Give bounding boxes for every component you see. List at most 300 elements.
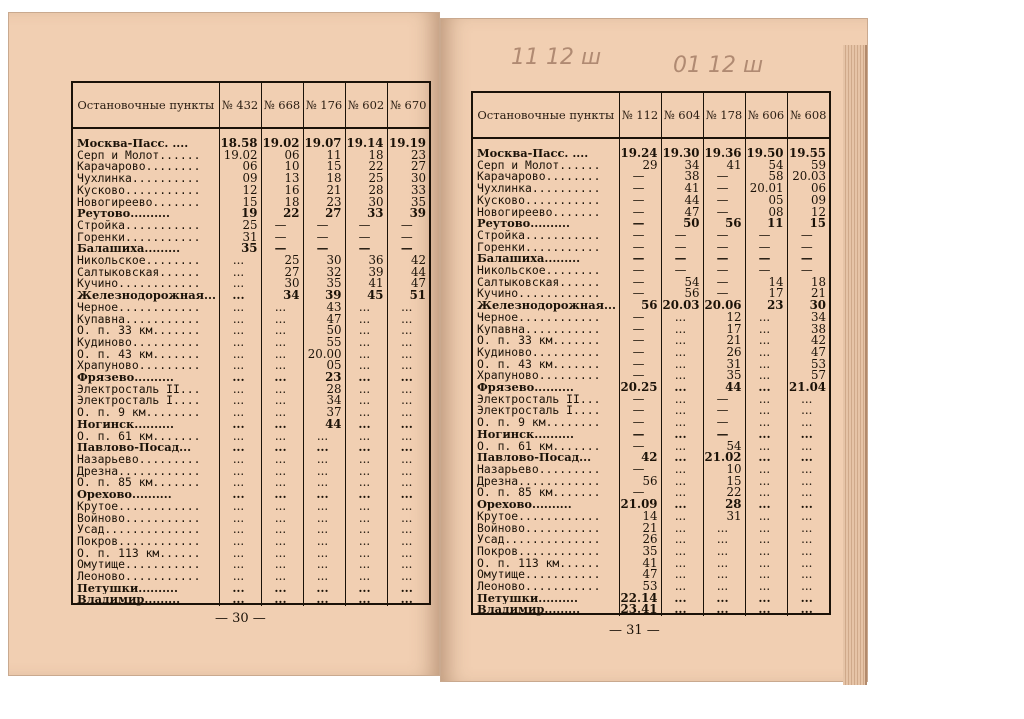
time-cell: ... [261, 325, 303, 337]
table-row [73, 325, 429, 337]
station-name: Карачарово........ [77, 161, 201, 174]
time-cell: 18 [787, 277, 829, 289]
time-cell: 54 [745, 160, 787, 172]
time-cell: ... [345, 360, 387, 372]
time-cell: — [619, 429, 661, 441]
time-cell: ... [703, 604, 745, 616]
time-cell: ... [661, 604, 703, 616]
time-cell: 37 [303, 407, 345, 419]
time-cell: ... [345, 372, 387, 384]
table-row [473, 382, 829, 394]
table-row [473, 441, 829, 453]
time-cell: ... [303, 431, 345, 443]
timetable-body [73, 128, 429, 606]
time-cell: — [619, 253, 661, 265]
time-cell: 25 [219, 220, 261, 232]
time-cell: ... [219, 594, 261, 606]
train-header: № 176 [303, 83, 345, 128]
time-cell: ... [261, 501, 303, 513]
table-row [473, 347, 829, 359]
time-cell: 06 [219, 161, 261, 173]
time-cell: ... [387, 489, 429, 501]
station-name: Владимир......... [77, 594, 181, 607]
time-cell: 14 [745, 277, 787, 289]
time-cell: ... [261, 419, 303, 431]
table-row [73, 243, 429, 255]
station-name: Кучино............ [77, 278, 201, 291]
time-cell: ... [745, 476, 787, 488]
time-cell: 31 [703, 511, 745, 523]
time-cell: ... [387, 395, 429, 407]
station-name: О. п. 113 км...... [77, 547, 201, 560]
station-name: Кусково........... [477, 194, 601, 207]
time-cell: ... [261, 360, 303, 372]
time-cell: 15 [787, 218, 829, 230]
station-name: Салтыковская...... [477, 276, 601, 289]
time-cell: 05 [745, 195, 787, 207]
time-cell: ... [219, 536, 261, 548]
table-row [73, 513, 429, 525]
time-cell: ... [745, 464, 787, 476]
time-cell: ... [745, 593, 787, 605]
table-row [473, 593, 829, 605]
time-cell: ... [345, 594, 387, 606]
table-row [473, 476, 829, 488]
time-cell: 44 [661, 195, 703, 207]
time-cell: ... [787, 405, 829, 417]
time-cell: — [619, 347, 661, 359]
station-name: О. п. 9 км........ [77, 407, 201, 419]
time-cell: ... [219, 255, 261, 267]
page-edges [843, 45, 867, 685]
time-cell: ... [345, 325, 387, 337]
station-name: Фрязево.......... [77, 372, 174, 384]
time-cell: — [261, 220, 303, 232]
time-cell: — [703, 429, 745, 441]
time-cell: ... [787, 394, 829, 406]
right-page [440, 18, 868, 682]
time-cell: ... [387, 384, 429, 396]
time-cell: ... [787, 499, 829, 511]
table-row [473, 160, 829, 172]
time-cell: ... [219, 513, 261, 525]
train-header: № 602 [345, 83, 387, 128]
station-name: Крутое............ [77, 500, 201, 513]
time-cell: 18 [261, 197, 303, 209]
time-cell: ... [745, 452, 787, 464]
time-cell: — [703, 207, 745, 219]
time-cell: ... [661, 569, 703, 581]
time-cell: ... [387, 548, 429, 560]
time-cell: 50 [303, 325, 345, 337]
station-name: О. п. 9 км........ [477, 417, 601, 429]
time-cell: ... [387, 513, 429, 525]
time-cell: 19.07 [303, 128, 345, 150]
table-row [73, 489, 429, 501]
time-cell: — [261, 243, 303, 255]
table-row [73, 173, 429, 185]
table-row [73, 501, 429, 513]
time-cell: ... [661, 558, 703, 570]
time-cell: ... [219, 419, 261, 431]
time-cell: — [661, 253, 703, 265]
time-cell: — [703, 230, 745, 242]
time-cell: ... [261, 314, 303, 326]
station-name: Электросталь II... [77, 383, 201, 396]
time-cell: 15 [303, 161, 345, 173]
table-row [73, 337, 429, 349]
station-name: Войново........... [77, 512, 201, 525]
time-cell: 10 [261, 161, 303, 173]
time-cell: ... [745, 511, 787, 523]
time-cell: ... [261, 302, 303, 314]
time-cell: ... [303, 501, 345, 513]
table-row [473, 171, 829, 183]
station-name: О. п. 61 км....... [77, 430, 201, 443]
time-cell: ... [261, 337, 303, 349]
train-header: № 670 [387, 83, 429, 128]
time-cell: 21.02 [703, 452, 745, 464]
time-cell: ... [387, 524, 429, 536]
time-cell: ... [219, 548, 261, 560]
time-cell: ... [703, 546, 745, 558]
station-name: Храпуново......... [77, 360, 201, 373]
time-cell: 23 [387, 150, 429, 162]
time-cell: — [387, 220, 429, 232]
time-cell: ... [745, 429, 787, 441]
timetable-left [71, 81, 431, 605]
station-name: Электросталь II... [477, 393, 601, 406]
time-cell: 16 [261, 185, 303, 197]
table-row [473, 429, 829, 441]
time-cell: ... [745, 487, 787, 499]
time-cell: 27 [261, 267, 303, 279]
train-header: № 112 [619, 93, 661, 138]
time-cell: 34 [787, 312, 829, 324]
time-cell: ... [661, 335, 703, 347]
table-row [473, 312, 829, 324]
time-cell: 35 [387, 197, 429, 209]
time-cell: 41 [661, 183, 703, 195]
station-name: Серп и Молот...... [477, 159, 601, 172]
time-cell: 55 [303, 337, 345, 349]
time-cell: 21 [619, 523, 661, 535]
time-cell: ... [745, 417, 787, 429]
time-cell: ... [303, 442, 345, 454]
time-cell: ... [219, 349, 261, 361]
time-cell: ... [345, 501, 387, 513]
table-row [473, 300, 829, 312]
time-cell: ... [661, 441, 703, 453]
time-cell: — [619, 312, 661, 324]
time-cell: ... [345, 583, 387, 595]
time-cell: ... [261, 442, 303, 454]
time-cell: 54 [661, 277, 703, 289]
time-cell: — [661, 230, 703, 242]
time-cell: 56 [703, 218, 745, 230]
table-row [473, 183, 829, 195]
time-cell: ... [745, 499, 787, 511]
table-row [73, 232, 429, 244]
time-cell: ... [703, 569, 745, 581]
time-cell: ... [387, 372, 429, 384]
station-name: Салтыковская...... [77, 266, 201, 279]
time-cell: 43 [303, 302, 345, 314]
time-cell: 22.14 [619, 593, 661, 605]
table-row [473, 487, 829, 499]
table-row [473, 546, 829, 558]
stations-header: Остановочные пункты [73, 83, 219, 128]
time-cell: 21 [703, 335, 745, 347]
station-name: Карачарово........ [477, 171, 601, 184]
time-cell: ... [219, 466, 261, 478]
table-row [73, 349, 429, 361]
time-cell: 18.58 [219, 128, 261, 150]
timetable-header [73, 83, 429, 128]
time-cell: ... [745, 604, 787, 616]
time-cell: 19.55 [787, 138, 829, 160]
time-cell: ... [345, 524, 387, 536]
table-row [473, 359, 829, 371]
time-cell: ... [387, 337, 429, 349]
time-cell: — [703, 195, 745, 207]
time-cell: 15 [219, 197, 261, 209]
time-cell: 18 [303, 173, 345, 185]
time-cell: 20.03 [787, 171, 829, 183]
time-cell: 21 [787, 288, 829, 300]
time-cell: — [619, 195, 661, 207]
table-row [473, 511, 829, 523]
time-cell: ... [661, 324, 703, 336]
time-cell: 50 [661, 218, 703, 230]
time-cell: ... [303, 594, 345, 606]
time-cell: — [661, 242, 703, 254]
time-cell: ... [661, 499, 703, 511]
time-cell: ... [387, 594, 429, 606]
station-name: Балашиха......... [477, 253, 581, 266]
time-cell: ... [345, 466, 387, 478]
time-cell: 19.14 [345, 128, 387, 150]
time-cell: 33 [345, 208, 387, 220]
station-name: О. п. 61 км....... [477, 440, 601, 453]
time-cell: ... [219, 360, 261, 372]
table-row [73, 255, 429, 267]
station-name: О. п. 33 км....... [77, 325, 201, 337]
time-cell: ... [787, 558, 829, 570]
time-cell: ... [261, 489, 303, 501]
table-row [73, 571, 429, 583]
station-name: Дрезна............ [77, 465, 201, 478]
time-cell: ... [787, 593, 829, 605]
time-cell: ... [787, 441, 829, 453]
time-cell: ... [661, 382, 703, 394]
time-cell: — [619, 464, 661, 476]
time-cell: ... [387, 442, 429, 454]
station-name: Черное............ [477, 311, 601, 324]
time-cell: ... [219, 431, 261, 443]
time-cell: — [787, 265, 829, 277]
time-cell: ... [345, 302, 387, 314]
stations-header: Остановочные пункты [473, 93, 619, 138]
table-row [73, 128, 429, 150]
time-cell: ... [787, 546, 829, 558]
train-header: № 608 [787, 93, 829, 138]
table-row [73, 454, 429, 466]
train-header: № 606 [745, 93, 787, 138]
left-page [8, 12, 440, 676]
time-cell: 11 [303, 150, 345, 162]
time-cell: — [661, 265, 703, 277]
time-cell: 22 [345, 161, 387, 173]
time-cell: ... [261, 594, 303, 606]
time-cell: ... [661, 487, 703, 499]
time-cell: 26 [619, 534, 661, 546]
time-cell: 44 [703, 382, 745, 394]
time-cell: ... [661, 534, 703, 546]
time-cell: 59 [787, 160, 829, 172]
time-cell: ... [387, 571, 429, 583]
time-cell: — [345, 243, 387, 255]
time-cell: ... [787, 429, 829, 441]
station-name: О. п. 43 км....... [77, 348, 201, 361]
time-cell: — [619, 487, 661, 499]
time-cell: 51 [387, 290, 429, 302]
time-cell: — [619, 230, 661, 242]
time-cell: 23 [745, 300, 787, 312]
time-cell: 39 [387, 208, 429, 220]
time-cell: 19.30 [661, 138, 703, 160]
table-row [473, 558, 829, 570]
time-cell: 44 [303, 419, 345, 431]
time-cell: ... [303, 548, 345, 560]
table-row [473, 265, 829, 277]
time-cell: ... [661, 405, 703, 417]
time-cell: 19.19 [387, 128, 429, 150]
station-name: Новогиреево....... [77, 196, 201, 209]
table-row [73, 536, 429, 548]
time-cell: — [619, 394, 661, 406]
station-name: Никольское........ [477, 265, 601, 277]
time-cell: ... [787, 417, 829, 429]
time-cell: ... [219, 302, 261, 314]
train-header: № 178 [703, 93, 745, 138]
table-row [473, 218, 829, 230]
time-cell: ... [219, 407, 261, 419]
time-cell: 31 [703, 359, 745, 371]
time-cell: 56 [661, 288, 703, 300]
time-cell: — [703, 242, 745, 254]
time-cell: ... [261, 583, 303, 595]
time-cell: — [303, 220, 345, 232]
table-row [473, 534, 829, 546]
time-cell: — [619, 171, 661, 183]
timetable-right [471, 91, 831, 615]
station-name: Москва-Пасс. .... [477, 146, 589, 160]
time-cell: ... [703, 523, 745, 535]
time-cell: ... [787, 534, 829, 546]
time-cell: 21.04 [787, 382, 829, 394]
station-name: Войново........... [477, 522, 601, 535]
time-cell: 19.02 [261, 128, 303, 150]
time-cell: 30 [387, 173, 429, 185]
station-name: О. п. 85 км....... [77, 477, 201, 490]
time-cell: ... [661, 581, 703, 593]
time-cell: ... [303, 583, 345, 595]
time-cell: ... [303, 524, 345, 536]
table-row [73, 161, 429, 173]
time-cell: ... [787, 464, 829, 476]
table-row [473, 405, 829, 417]
time-cell: 56 [619, 476, 661, 488]
time-cell: ... [219, 278, 261, 290]
page-number: — 31 — [609, 623, 660, 638]
table-row [473, 138, 829, 160]
station-name: Петушки.......... [477, 592, 578, 605]
table-row [473, 581, 829, 593]
time-cell: 08 [745, 207, 787, 219]
time-cell: ... [303, 489, 345, 501]
time-cell: ... [661, 417, 703, 429]
station-name: Железнодорожная... [477, 300, 616, 312]
table-row [473, 523, 829, 535]
table-row [73, 395, 429, 407]
station-name: Купавна........... [77, 313, 201, 326]
time-cell: 25 [261, 255, 303, 267]
time-cell: 27 [303, 208, 345, 220]
station-name: Ногинск.......... [77, 418, 174, 431]
time-cell: 10 [703, 464, 745, 476]
table-row [473, 394, 829, 406]
station-name: Покров............ [77, 535, 201, 548]
time-cell: ... [219, 314, 261, 326]
time-cell: 06 [787, 183, 829, 195]
table-row [73, 466, 429, 478]
table-row [73, 220, 429, 232]
time-cell: ... [345, 559, 387, 571]
time-cell: ... [787, 476, 829, 488]
time-cell: 32 [303, 267, 345, 279]
time-cell: ... [387, 314, 429, 326]
time-cell: ... [261, 372, 303, 384]
time-cell: 47 [619, 569, 661, 581]
time-cell: ... [219, 489, 261, 501]
table-row [473, 417, 829, 429]
time-cell: 19 [219, 208, 261, 220]
table-row [73, 524, 429, 536]
station-name: Петушки.......... [77, 582, 178, 595]
station-name: Горенки........... [77, 231, 201, 244]
time-cell: — [303, 243, 345, 255]
time-cell: ... [703, 534, 745, 546]
time-cell: — [303, 232, 345, 244]
handwritten-note: 01 12 ш [673, 53, 764, 78]
time-cell: 30 [303, 255, 345, 267]
time-cell: 35 [703, 370, 745, 382]
time-cell: ... [345, 571, 387, 583]
time-cell: ... [745, 405, 787, 417]
time-cell: 20.25 [619, 382, 661, 394]
time-cell: ... [219, 267, 261, 279]
time-cell: 47 [661, 207, 703, 219]
time-cell: ... [787, 452, 829, 464]
time-cell: 19.36 [703, 138, 745, 160]
time-cell: ... [745, 347, 787, 359]
time-cell: ... [303, 559, 345, 571]
time-cell: ... [787, 569, 829, 581]
station-name: Серп и Молот...... [77, 149, 201, 162]
station-name: Орехово.......... [77, 489, 172, 501]
table-row [473, 324, 829, 336]
